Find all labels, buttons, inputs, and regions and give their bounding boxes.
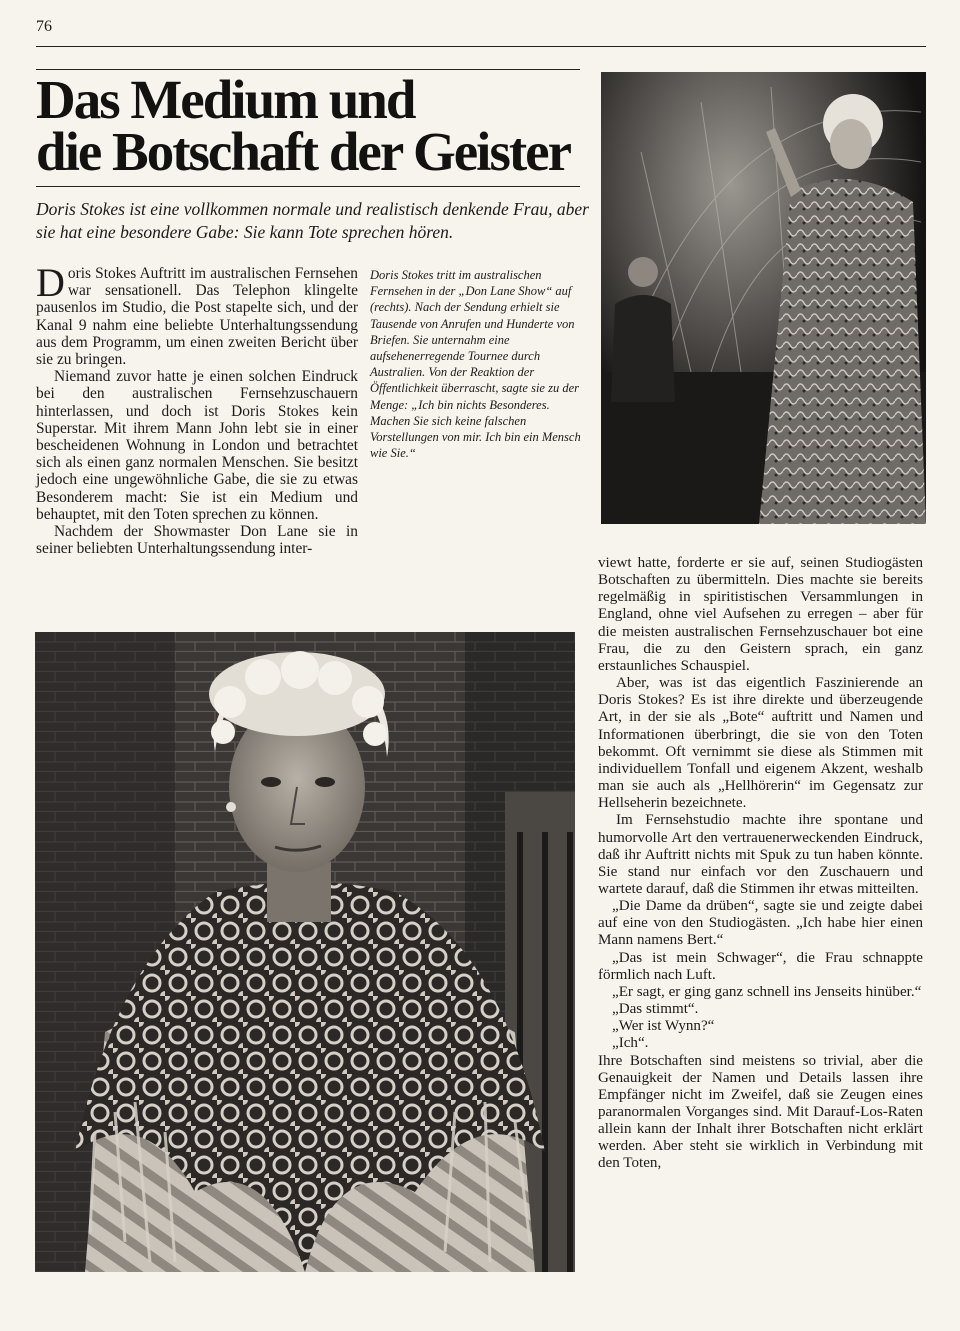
dialogue-line-2: „Das ist mein Schwager“, die Frau schnappte förmlich nach Luft.	[598, 949, 923, 983]
drop-cap: D	[36, 260, 65, 305]
dialogue-line-1: „Die Dame da drüben“, sagte sie und zeigte dabei auf eine von den Studiogästen. „Ich habe hier einen Mann namens Bert.“	[598, 898, 923, 949]
dialogue-line-4: „Das stimmt“.	[612, 1001, 699, 1018]
portrait-photo	[35, 632, 575, 1272]
dialogue-line-3: „Er sagt, er ging ganz schnell ins Jenseits hinüber.“	[612, 983, 922, 1000]
paragraph-6: Im Fernsehstudio machte ihre spontane und humorvolle Art den vertrauenerweckenden Eindruck, daß ihr Auftritt nichts mit Spuk zu tun haben könnte. Sie stand nur einfach vor den Zuschauern und wartete darauf, daß die Stimmen ihr etwas mitteilten.	[598, 812, 923, 897]
lead-paragraph: Doris Stokes ist eine vollkommen normale und realistisch denkende Frau, aber sie hat eine besondere Gabe: Sie kann Tote sprechen hören.	[36, 199, 589, 242]
photo-caption: Doris Stokes tritt im australischen Fernsehen in der „Don Lane Show“ auf (rechts). Nach der Sendung erhielt sie Tausende von Anrufen und Hunderte von Briefen. Sie unternahm eine aufsehenerregende Tournee durch Australien. Von der Reaktion der Öffentlichkeit überrascht, sagte sie zu der Menge: „Ich bin nichts Besonderes. Machen Sie sich keine falschen Vorstellungen von mir. Ich bin ein Mensch wie Sie.“	[370, 268, 581, 461]
article-title	[36, 69, 596, 182]
title-line-1: Das Medium und	[36, 69, 415, 130]
body-column-2	[598, 555, 923, 1173]
tv-show-photo	[601, 72, 926, 524]
body-column-1	[36, 260, 358, 558]
paragraph-4: viewt hatte, forderte er sie auf, seinen Studiogästen Botschaften zu übermitteln. Dies machte sie bereits regelmäßig in spiritistischen Versammlungen in England, ohne viel Aufsehen zu erregen – aber für die meisten australischen Fernsehzuschauer bot eine Frau, die zu den Geistern sprach, ein ganz erstaunliches Schauspiel.	[598, 555, 923, 674]
portrait-photo-graphic	[35, 632, 575, 1272]
paragraph-5: Aber, was ist das eigentlich Faszinierende an Doris Stokes? Es ist ihre direkte und überzeugende Art, in der sie als „Bote“ auftritt und Namen und Informationen überbringt, die sie von den Toten bekommt. Oft vernimmt sie diese als Stimmen mit individuellem Tonfall und eigenem Akzent, weshalb man sie auch als „Hellhörerin“ im Gegensatz zur Hellseherin bezeichnete.	[598, 675, 923, 812]
page-number: 76	[36, 18, 52, 35]
paragraph-1: Doris Stokes Auftritt im australischen Fernsehen war sensationell. Das Telephon klingelte pausenlos im Studio, die Post stapelte sich, und der Kanal 9 nahm eine beliebte Unterhaltungssendung aus dem Programm, um einen zweiten Bericht über sie zu bringen.	[36, 260, 358, 369]
tv-show-photo-graphic	[601, 72, 926, 524]
paragraph-2: Niemand zuvor hatte je einen solchen Eindruck bei den australischen Fernsehzuschauern hinterlassen, und doch ist Doris Stokes kein Superstar. Mit ihrem Mann John lebt sie in einer bescheidenen Wohnung in London und betrachtet sich als einen ganz normalen Menschen. Sie besitzt jedoch eine ungewöhnliche Gabe, die sie zu etwas Besonderem macht: Sie ist ein Medium und behauptet, mit den Toten sprechen zu können.	[36, 368, 358, 523]
title-line-2: die Botschaft der Geister	[36, 121, 570, 182]
dialogue-line-5: „Wer ist Wynn?“	[612, 1018, 715, 1035]
paragraph-closing: Ihre Botschaften sind meistens so trivial, aber die Genauigkeit der Namen und Details lassen ihre Empfänger nicht im Zweifel, daß sie Zeugen eines paranormalen Vorganges sind. Mit Darauf-Los-Raten allein kann der Inhalt ihrer Botschaften nicht erklärt werden. Aber steht sie wirklich in Verbindung mit den Toten,	[598, 1052, 923, 1172]
title-rule-bottom	[36, 186, 580, 187]
dialogue-line-6: „Ich“.	[612, 1035, 649, 1052]
header-rule	[36, 46, 926, 47]
paragraph-3: Nachdem der Showmaster Don Lane sie in seiner beliebten Unterhaltungssendung inter-	[36, 523, 358, 558]
